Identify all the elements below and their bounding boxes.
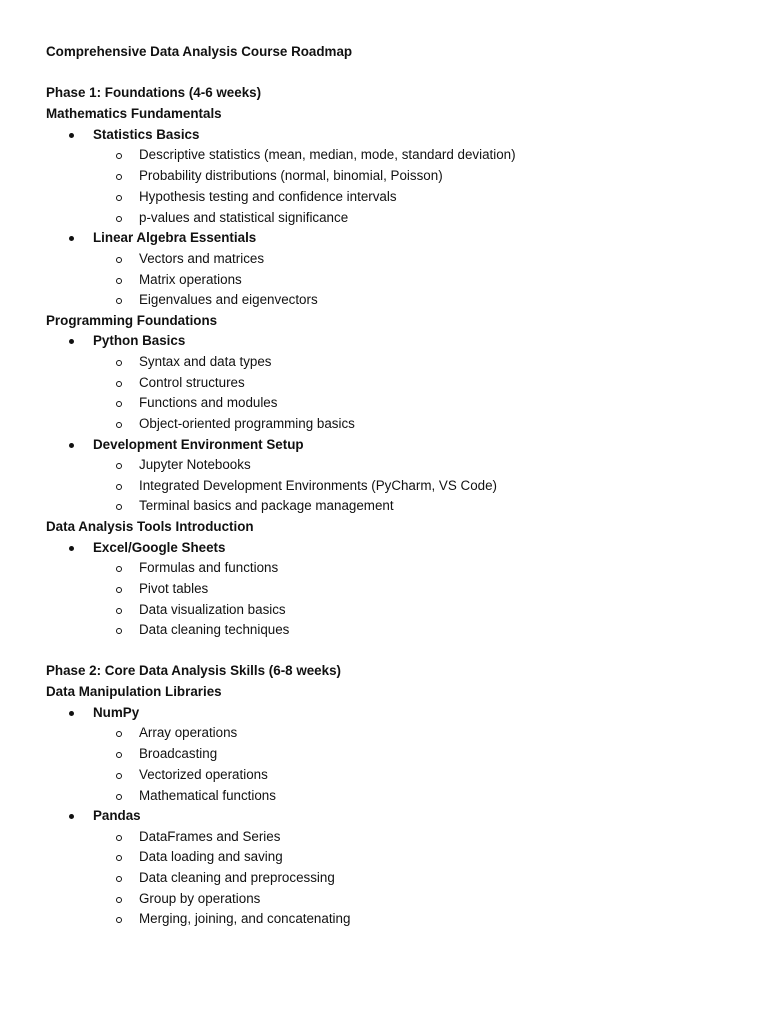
list-item: Mathematical functions (139, 788, 276, 803)
list-item: Terminal basics and package management (139, 498, 394, 513)
bullet-ring-icon (116, 566, 122, 572)
phase-1-heading: Phase 1: Foundations (4-6 weeks) (46, 85, 262, 100)
list-item: Pivot tables (139, 581, 209, 596)
topic-label: Pandas (93, 808, 141, 823)
bullet-ring-icon (116, 608, 122, 614)
list-item: Matrix operations (139, 272, 242, 287)
topic-label: Statistics Basics (93, 127, 200, 142)
bullet-ring-icon (116, 195, 122, 201)
bullet-ring-icon (116, 876, 122, 882)
list-item: Probability distributions (normal, binomial, Poisson) (139, 168, 443, 183)
list-item: Data cleaning techniques (139, 622, 290, 637)
bullet-ring-icon (116, 628, 122, 634)
list-item: Object-oriented programming basics (139, 416, 355, 431)
list-item: Functions and modules (139, 395, 278, 410)
topic-label: Development Environment Setup (93, 437, 304, 452)
bullet-ring-icon (116, 794, 122, 800)
section-heading: Mathematics Fundamentals (46, 106, 222, 121)
bullet-ring-icon (116, 587, 122, 593)
list-item: Syntax and data types (139, 354, 272, 369)
list-item: Vectors and matrices (139, 251, 265, 266)
topic-label: NumPy (93, 705, 140, 720)
bullet-ring-icon (116, 855, 122, 861)
list-item: Jupyter Notebooks (139, 457, 251, 472)
list-item: p-values and statistical significance (139, 210, 349, 225)
section-heading: Data Analysis Tools Introduction (46, 519, 254, 534)
bullet-ring-icon (116, 174, 122, 180)
topic-label: Linear Algebra Essentials (93, 230, 257, 245)
list-item: Data cleaning and preprocessing (139, 870, 335, 885)
bullet-dot-icon (69, 133, 74, 138)
bullet-ring-icon (116, 216, 122, 222)
bullet-ring-icon (116, 298, 122, 304)
bullet-dot-icon (69, 339, 74, 344)
list-item: Hypothesis testing and confidence intervals (139, 189, 397, 204)
bullet-ring-icon (116, 153, 122, 159)
bullet-ring-icon (116, 835, 122, 841)
bullet-ring-icon (116, 463, 122, 469)
list-item: Eigenvalues and eigenvectors (139, 292, 318, 307)
bullet-ring-icon (116, 773, 122, 779)
list-item: Data loading and saving (139, 849, 283, 864)
bullet-ring-icon (116, 381, 122, 387)
phase-2-heading: Phase 2: Core Data Analysis Skills (6-8 weeks) (46, 663, 341, 678)
bullet-ring-icon (116, 360, 122, 366)
list-item: Integrated Development Environments (PyCharm, VS Code) (139, 478, 497, 493)
list-item: Array operations (139, 725, 238, 740)
section-heading: Data Manipulation Libraries (46, 684, 222, 699)
list-item: Descriptive statistics (mean, median, mode, standard deviation) (139, 147, 516, 162)
bullet-ring-icon (116, 917, 122, 923)
topic-label: Excel/Google Sheets (93, 540, 226, 555)
bullet-ring-icon (116, 278, 122, 284)
list-item: Group by operations (139, 891, 261, 906)
list-item: Data visualization basics (139, 602, 286, 617)
list-item: Merging, joining, and concatenating (139, 911, 351, 926)
bullet-ring-icon (116, 257, 122, 263)
bullet-ring-icon (116, 504, 122, 510)
bullet-ring-icon (116, 731, 122, 737)
document-title: Comprehensive Data Analysis Course Roadmap (46, 44, 353, 59)
list-item: Formulas and functions (139, 560, 279, 575)
section-heading: Programming Foundations (46, 313, 218, 328)
bullet-ring-icon (116, 752, 122, 758)
bullet-ring-icon (116, 422, 122, 428)
bullet-dot-icon (69, 711, 74, 716)
bullet-ring-icon (116, 897, 122, 903)
list-item: Broadcasting (139, 746, 218, 761)
list-item: Vectorized operations (139, 767, 268, 782)
bullet-ring-icon (116, 401, 122, 407)
bullet-dot-icon (69, 546, 74, 551)
list-item: Control structures (139, 375, 245, 390)
topic-label: Python Basics (93, 333, 186, 348)
bullet-dot-icon (69, 443, 74, 448)
list-item: DataFrames and Series (139, 829, 281, 844)
bullet-ring-icon (116, 484, 122, 490)
bullet-dot-icon (69, 236, 74, 241)
bullet-dot-icon (69, 814, 74, 819)
